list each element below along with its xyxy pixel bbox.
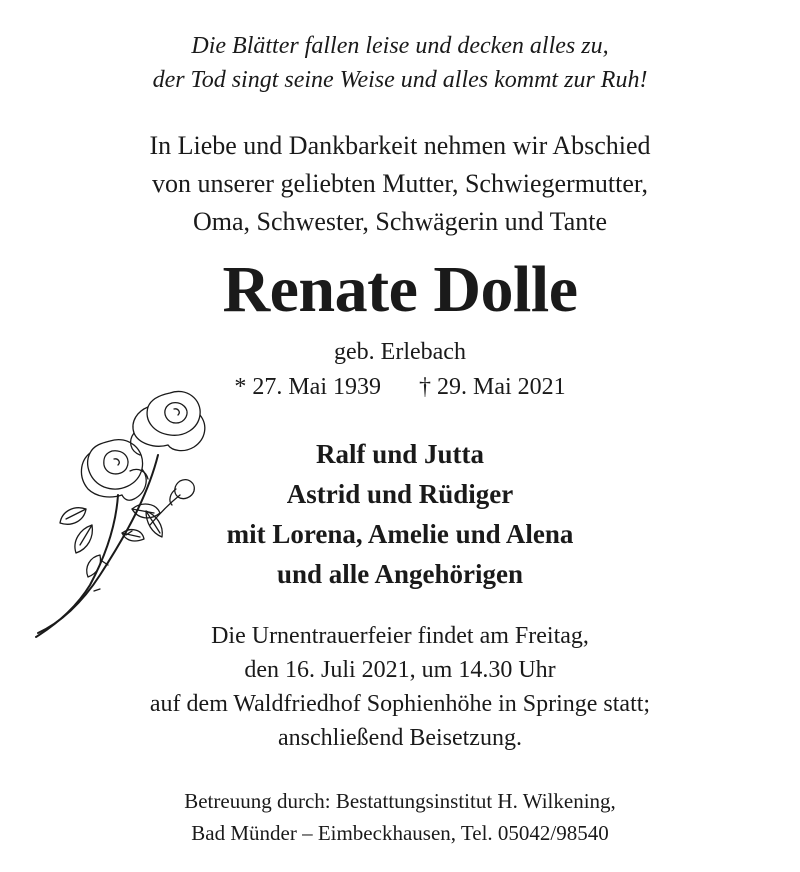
undertaker-line: Betreuung durch: Bestattungsinstitut H. Wilkening, — [184, 789, 616, 813]
family-line: und alle Angehörigen — [276, 559, 524, 589]
family-line: Astrid und Rüdiger — [286, 479, 514, 509]
intro-line: Oma, Schwester, Schwägerin und Tante — [193, 207, 607, 236]
death-date: † 29. Mai 2021 — [419, 374, 566, 400]
intro-line: In Liebe und Dankbarkeit nehmen wir Abschied — [149, 131, 651, 160]
ceremony-line: auf dem Waldfriedhof Sophienhöhe in Springe statt; — [149, 691, 651, 717]
poem-line: Die Blätter fallen leise und decken alles zu, — [191, 33, 609, 59]
birth-name: geb. Erlebach — [334, 339, 466, 365]
poem-line: der Tod singt seine Weise und alles kommt zur Ruh! — [152, 67, 648, 93]
undertaker-info — [0, 785, 800, 849]
family-line: Ralf und Jutta — [315, 439, 485, 469]
intro-line: von unserer geliebten Mutter, Schwiegermutter, — [151, 169, 649, 198]
poem — [0, 29, 800, 97]
deceased-name: Renate Dolle — [222, 253, 578, 326]
undertaker-line: Bad Münder – Eimbeckhausen, Tel. 05042/98540 — [191, 821, 609, 845]
family-list — [0, 434, 800, 594]
ceremony-line: den 16. Juli 2021, um 14.30 Uhr — [244, 657, 556, 683]
ceremony-info — [0, 619, 800, 755]
birth-date: * 27. Mai 1939 — [234, 374, 381, 400]
intro-text — [0, 127, 800, 241]
family-line: mit Lorena, Amelie und Alena — [226, 519, 574, 549]
ceremony-line: anschließend Beisetzung. — [278, 725, 522, 751]
ceremony-line: Die Urnentrauerfeier findet am Freitag, — [211, 623, 589, 649]
